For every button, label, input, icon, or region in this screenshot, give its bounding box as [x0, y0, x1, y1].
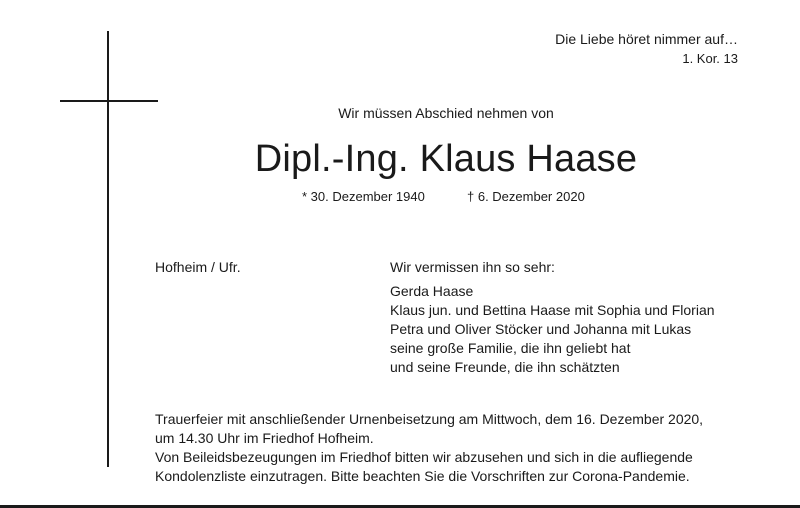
motto-reference: 1. Kor. 13: [682, 51, 738, 66]
cross-vertical-bar: [107, 31, 109, 467]
mourners-heading: Wir vermissen ihn so sehr:: [390, 259, 555, 275]
mourner-line: Gerda Haase: [390, 283, 474, 299]
place-of-residence: Hofheim / Ufr.: [155, 259, 241, 275]
service-details: [155, 410, 703, 486]
service-line: Kondolenzliste einzutragen. Bitte beachten Sie die Vorschriften zur Corona-Pandemie.: [155, 468, 690, 484]
mourner-line: seine große Familie, die ihn geliebt hat: [390, 340, 631, 356]
mourner-line: und seine Freunde, die ihn schätzten: [390, 359, 620, 375]
death-date: † 6. Dezember 2020: [467, 189, 585, 204]
birth-date: * 30. Dezember 1940: [302, 189, 425, 204]
mourner-line: Klaus jun. und Bettina Haase mit Sophia und Florian: [390, 302, 715, 318]
mourners-list: [390, 282, 715, 377]
deceased-name: Dipl.-Ing. Klaus Haase: [254, 138, 638, 180]
motto-quote: Die Liebe höret nimmer auf…: [555, 31, 738, 47]
cross-horizontal-bar: [60, 100, 158, 102]
service-line: Von Beileidsbezeugungen im Friedhof bitten wir abzusehen und sich in die aufliegende: [155, 449, 693, 465]
motto: [555, 30, 738, 68]
intro-text: Wir müssen Abschied nehmen von: [338, 105, 554, 121]
mourner-line: Petra und Oliver Stöcker und Johanna mit Lukas: [390, 321, 692, 337]
service-line: um 14.30 Uhr im Friedhof Hofheim.: [155, 430, 374, 446]
service-line: Trauerfeier mit anschließender Urnenbeisetzung am Mittwoch, dem 16. Dezember 2020,: [155, 411, 704, 427]
